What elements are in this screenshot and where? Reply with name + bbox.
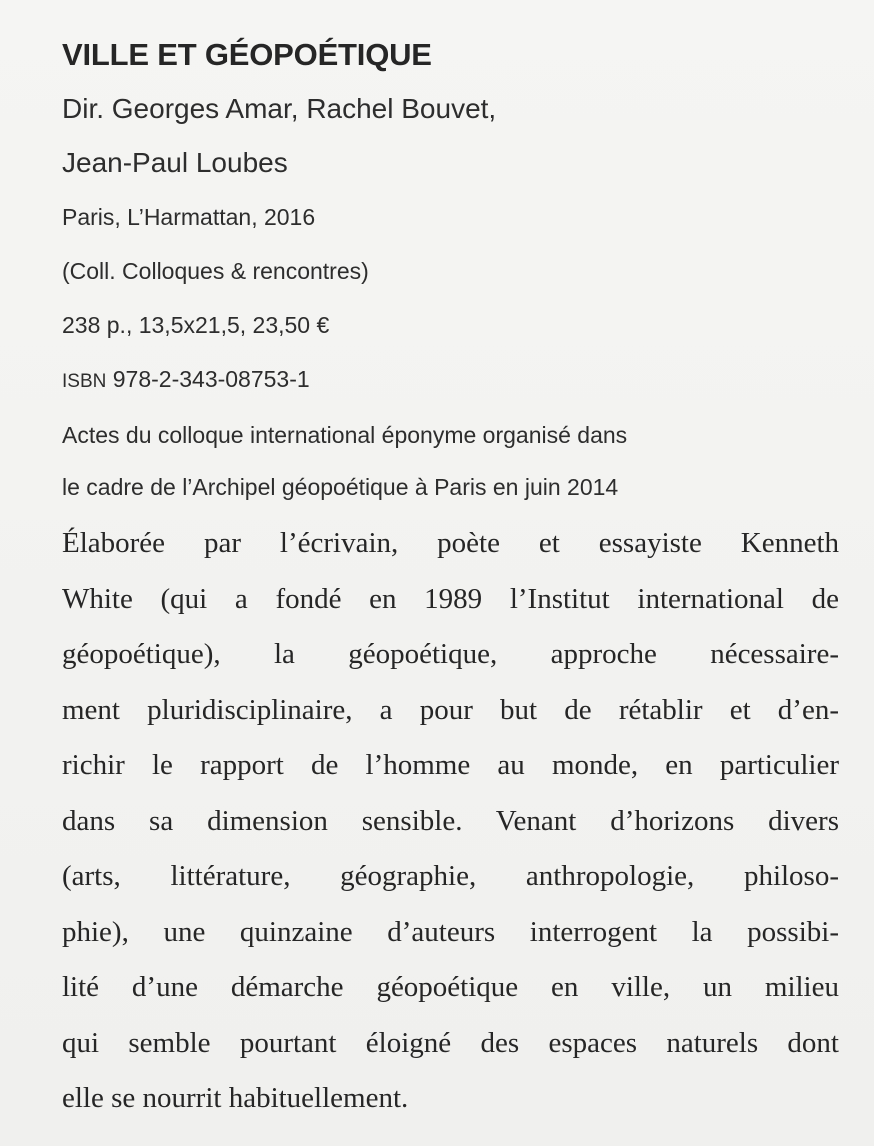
review-line: géopoétique), la géopoétique, approche nécessaire- [62,638,839,670]
book-collection: (Coll. Colloques & rencontres) [62,258,369,284]
review-line: Élaborée par l’écrivain, poète et essayiste Kenneth [62,527,839,559]
book-note-line-1: Actes du colloque international éponyme organisé dans [62,422,628,448]
review-line: qui semble pourtant éloigné des espaces naturels dont [62,1026,839,1059]
book-authors-line-2: Jean-Paul Loubes [62,147,288,178]
review-line: ment pluridisciplinaire, a pour but de rétablir et d’en- [62,693,839,726]
book-title: VILLE ET GÉOPOÉTIQUE [62,37,432,72]
book-details: 238 p., 13,5x21,5, 23,50 € [62,312,330,338]
review-text [62,516,839,1127]
isbn-label: ISBN [62,371,107,392]
isbn-number: 978-2-343-08753-1 [106,366,310,392]
book-authors-line-1: Dir. Georges Amar, Rachel Bouvet, [62,93,497,124]
book-info [62,28,842,513]
book-isbn [62,352,842,409]
review-line: dans sa dimension sensible. Venant d’horizons divers [62,804,839,837]
review-line: lité d’une démarche géopoétique en ville, un milieu [62,971,839,1003]
review-line: (arts, littérature, géographie, anthropologie, philoso- [62,860,839,892]
review-line: phie), une quinzaine d’auteurs interrogent la possibi- [62,915,839,948]
review-line: White (qui a fondé en 1989 l’Institut international de [62,582,839,615]
review-line: elle se nourrit habituellement. [62,1082,409,1114]
book-note-line-2: le cadre de l’Archipel géopoétique à Paris en juin 2014 [62,474,619,500]
review-line: richir le rapport de l’homme au monde, en particulier [62,749,839,781]
book-publisher: Paris, L’Harmattan, 2016 [62,204,316,230]
